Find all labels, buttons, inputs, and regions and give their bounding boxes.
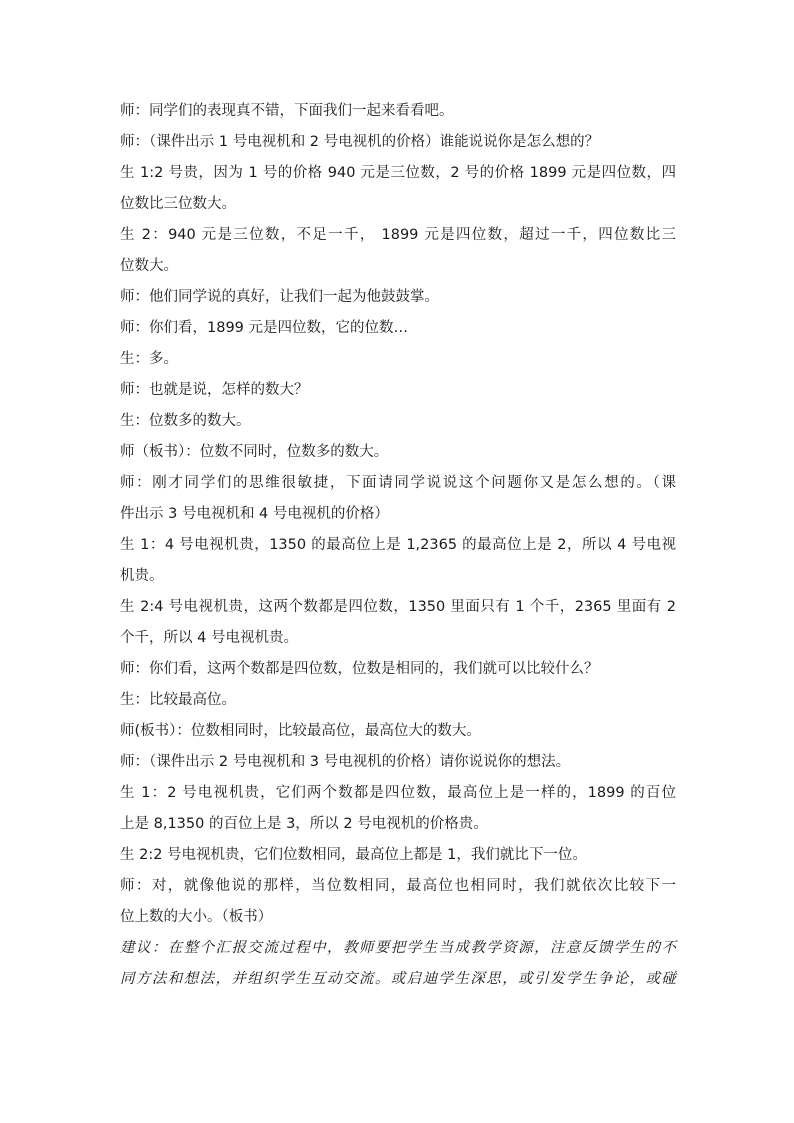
- dialogue-line: 师：你们看，这两个数都是四位数，位数是相同的，我们就可以比较什么？: [120, 661, 599, 677]
- dialogue-line: 机贵。: [120, 568, 164, 584]
- dialogue-line: 生 1：2 号电视机贵，它们两个数都是四位数，最高位上是一样的，1899 的百位: [120, 785, 676, 801]
- dialogue-line: 位数大。: [120, 258, 178, 274]
- document-body: [120, 96, 676, 995]
- dialogue-line: 生 2:4 号电视机贵，这两个数都是四位数，1350 里面只有 1 个千，2365 里面有 2: [120, 599, 676, 615]
- dialogue-line: 师：同学们的表现真不错，下面我们一起来看看吧。: [120, 103, 454, 119]
- suggestion-line: 建议：在整个汇报交流过程中，教师要把学生当成教学资源，注意反馈学生的不: [120, 940, 676, 956]
- dialogue-line: 生 2:2 号电视机贵，它们位数相同，最高位上都是 1，我们就比下一位。: [120, 847, 587, 863]
- dialogue-line: 生：多。: [120, 351, 178, 367]
- dialogue-line: 生 1：4 号电视机贵，1350 的最高位上是 1,2365 的最高位上是 2，所以 4 号电视: [120, 537, 676, 553]
- dialogue-line: 上是 8,1350 的百位上是 3，所以 2 号电视机的价格贵。: [120, 816, 488, 832]
- dialogue-line: 生：比较最高位。: [120, 692, 236, 708]
- dialogue-line: 个千，所以 4 号电视机贵。: [120, 630, 298, 646]
- dialogue-line: 师：（课件出示 1 号电视机和 2 号电视机的价格）谁能说说你是怎么想的？: [120, 134, 600, 150]
- dialogue-line: 件出示 3 号电视机和 4 号电视机的价格）: [120, 506, 389, 522]
- dialogue-line: 师：（课件出示 2 号电视机和 3 号电视机的价格）请你说说你的想法。: [120, 754, 571, 770]
- dialogue-line: 师：他们同学说的真好，让我们一起为他鼓鼓掌。: [120, 289, 439, 305]
- dialogue-line: 位数比三位数大。: [120, 196, 236, 212]
- dialogue-line: 生：位数多的数大。: [120, 413, 251, 429]
- dialogue-line: 师：对，就像他说的那样，当位数相同，最高位也相同时，我们就依次比较下一: [120, 878, 676, 894]
- dialogue-line: 生 1:2 号贵，因为 1 号的价格 940 元是三位数，2 号的价格 1899 元是四位数，四: [120, 165, 676, 181]
- dialogue-line: 师：刚才同学们的思维很敏捷，下面请同学说说这个问题你又是怎么想的。（课: [120, 475, 676, 491]
- dialogue-line: 师：也就是说，怎样的数大？: [120, 382, 309, 398]
- dialogue-line: 师（板书）：位数不同时，位数多的数大。: [120, 444, 389, 460]
- dialogue-line: 师(板书）：位数相同时，比较最高位，最高位大的数大。: [120, 723, 481, 739]
- dialogue-line: 位上数的大小。（板书）: [120, 909, 273, 925]
- suggestion-line: 同方法和想法，并组织学生互动交流。或启迪学生深思，或引发学生争论，或碰: [120, 971, 676, 987]
- dialogue-line: 师：你们看，1899 元是四位数，它的位数…: [120, 320, 409, 336]
- dialogue-line: 生 2：940 元是三位数，不足一千， 1899 元是四位数，超过一千，四位数比三: [120, 227, 676, 243]
